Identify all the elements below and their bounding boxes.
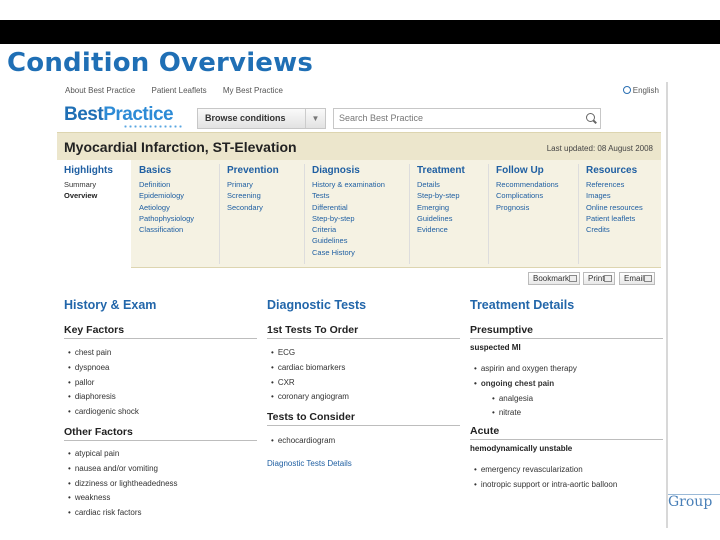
nav-item-details[interactable]: Details xyxy=(417,180,440,189)
list-item: • chest pain xyxy=(64,346,257,361)
chevron-down-icon: ▼ xyxy=(305,109,325,128)
nav-item-differential[interactable]: Differential xyxy=(312,202,348,212)
screenshot xyxy=(57,82,673,528)
nav-item-guidelines[interactable]: Guidelines xyxy=(312,236,348,246)
bookmark-button[interactable] xyxy=(528,272,580,285)
presumptive-heading: Presumptive xyxy=(470,324,663,339)
list-item: • CXR xyxy=(267,376,460,391)
logo-dots xyxy=(123,125,183,128)
nav-item-epidemiology[interactable]: Epidemiology xyxy=(139,191,185,201)
nav-item-step-by-step[interactable]: Step-by-step xyxy=(417,191,460,201)
list-item: • nausea and/or vomiting xyxy=(64,462,257,477)
nav-item-recommendations[interactable]: Recommendations xyxy=(496,180,559,189)
nav-item-evidence[interactable]: Evidence xyxy=(417,225,448,235)
nav-item-credits[interactable]: Credits xyxy=(586,225,610,235)
acute-label: hemodynamically unstable xyxy=(470,444,573,454)
email-button[interactable] xyxy=(619,272,655,285)
language-label: English xyxy=(632,86,659,95)
list-item: • echocardiogram xyxy=(267,434,460,449)
list-item: • ECG xyxy=(267,346,460,361)
history-exam-column xyxy=(64,298,257,521)
key-factors-heading: Key Factors xyxy=(64,324,257,339)
list-item: • cardiac risk factors xyxy=(64,506,257,521)
diagnostic-tests-column xyxy=(267,298,460,468)
nav-treatment xyxy=(410,160,488,268)
print-label: Print xyxy=(588,274,605,283)
last-updated: Last updated: 08 August 2008 xyxy=(546,144,653,153)
nav-item-secondary[interactable]: Secondary xyxy=(227,202,263,212)
treatment-details-title[interactable]: Treatment Details xyxy=(470,298,575,312)
envelope-icon xyxy=(644,275,652,282)
my-best-practice-link[interactable]: My Best Practice xyxy=(222,86,283,95)
nav-head-basics[interactable]: Basics xyxy=(139,165,172,176)
list-item: • dyspnoea xyxy=(64,361,257,376)
list-item: • nitrate xyxy=(470,406,663,421)
acute-heading: Acute xyxy=(470,425,663,440)
list-item: • pallor xyxy=(64,376,257,391)
tests-to-consider-heading: Tests to Consider xyxy=(267,411,460,426)
condition-header xyxy=(57,132,661,160)
nav-item-classification[interactable]: Classification xyxy=(139,225,184,235)
list-item: • cardiac biomarkers xyxy=(267,361,460,376)
nav-head-resources[interactable]: Resources xyxy=(586,165,638,176)
nav-item-tests[interactable]: Tests xyxy=(312,191,330,201)
nav-item-references[interactable]: References xyxy=(586,180,625,189)
nav-head-prevention[interactable]: Prevention xyxy=(227,165,279,176)
nav-item-aetiology[interactable]: Aetiology xyxy=(139,202,170,212)
bookmark-icon xyxy=(569,275,577,282)
nav-follow-up xyxy=(489,160,579,268)
nav-item-history-exam[interactable]: History & examination xyxy=(312,180,385,189)
presumptive-label: suspected MI xyxy=(470,343,521,352)
about-link[interactable]: About Best Practice xyxy=(65,86,136,95)
list-item: • aspirin and oxygen therapy xyxy=(470,362,663,377)
header-band xyxy=(0,20,720,44)
nav-item-step-by-step[interactable]: Step-by-step xyxy=(312,213,355,223)
history-exam-title[interactable]: History & Exam xyxy=(64,298,157,312)
list-item: • inotropic support or intra-aortic balloon xyxy=(470,478,663,493)
nav-item-complications[interactable]: Complications xyxy=(496,191,544,201)
list-item: • ongoing chest pain xyxy=(470,377,663,392)
nav-diagnosis xyxy=(305,160,409,268)
nav-item-patient-leaflets[interactable]: Patient leaflets xyxy=(586,213,636,223)
list-item: • diaphoresis xyxy=(64,390,257,405)
logo[interactable] xyxy=(64,104,173,126)
nav-item-prognosis[interactable]: Prognosis xyxy=(496,202,530,212)
bookmark-label: Bookmark xyxy=(533,274,570,283)
nav-item-case-history[interactable]: Case History xyxy=(312,247,355,257)
nav-head-follow-up[interactable]: Follow Up xyxy=(496,165,544,176)
search-input[interactable] xyxy=(333,108,601,129)
nav-prevention xyxy=(220,160,304,268)
nav-basics xyxy=(132,160,218,268)
search-icon[interactable] xyxy=(586,113,595,122)
browse-conditions-dropdown[interactable] xyxy=(197,108,326,129)
top-links xyxy=(65,86,297,95)
list-item: • cardiogenic shock xyxy=(64,405,257,420)
nav-resources xyxy=(579,160,661,268)
nav-item-primary[interactable]: Primary xyxy=(227,180,253,189)
list-item: • weakness xyxy=(64,491,257,506)
nav-head-treatment[interactable]: Treatment xyxy=(417,165,465,176)
diagnostic-tests-details-link[interactable]: Diagnostic Tests Details xyxy=(267,458,352,468)
nav-highlights xyxy=(57,160,131,268)
list-item: • analgesia xyxy=(470,392,663,407)
nav-item-guidelines[interactable]: Guidelines xyxy=(417,213,453,223)
search-placeholder: Search Best Practice xyxy=(339,113,424,123)
first-tests-heading: 1st Tests To Order xyxy=(267,324,460,339)
list-item: • atypical pain xyxy=(64,447,257,462)
patient-leaflets-link[interactable]: Patient Leaflets xyxy=(151,86,207,95)
nav-item-online-resources[interactable]: Online resources xyxy=(586,202,643,212)
list-item: • dizziness or lightheadedness xyxy=(64,477,257,492)
diagnostic-tests-title[interactable]: Diagnostic Tests xyxy=(267,298,367,312)
logo-practice: Practice xyxy=(103,104,174,125)
printer-icon xyxy=(604,275,612,282)
globe-icon xyxy=(623,86,631,94)
screenshot-edge xyxy=(666,82,668,528)
email-label: Email xyxy=(624,274,645,283)
language-selector[interactable] xyxy=(623,86,659,95)
nav-item-definition[interactable]: Definition xyxy=(139,180,171,189)
treatment-details-column xyxy=(470,298,663,493)
corner-logo-text: Group xyxy=(668,494,713,510)
nav-item-pathophysiology[interactable]: Pathophysiology xyxy=(139,213,195,223)
nav-item-images[interactable]: Images xyxy=(586,191,611,201)
condition-title: Myocardial Infarction, ST-Elevation xyxy=(64,139,297,155)
nav-item-overview[interactable]: Overview xyxy=(64,191,98,201)
top-band xyxy=(0,0,720,20)
print-button[interactable] xyxy=(583,272,615,285)
nav-item-emerging[interactable]: Emerging xyxy=(417,202,450,212)
slide-title: Condition Overviews xyxy=(7,48,314,78)
section-nav xyxy=(57,160,661,268)
nav-head-diagnosis[interactable]: Diagnosis xyxy=(312,165,360,176)
list-item: • emergency revascularization xyxy=(470,463,663,478)
nav-item-criteria[interactable]: Criteria xyxy=(312,225,337,235)
browse-label: Browse conditions xyxy=(205,113,286,123)
nav-head-highlights[interactable]: Highlights xyxy=(64,165,113,176)
list-item: • coronary angiogram xyxy=(267,390,460,405)
nav-item-screening[interactable]: Screening xyxy=(227,191,261,201)
logo-best: Best xyxy=(64,104,104,125)
nav-item-summary[interactable]: Summary xyxy=(64,180,97,189)
other-factors-heading: Other Factors xyxy=(64,426,257,441)
